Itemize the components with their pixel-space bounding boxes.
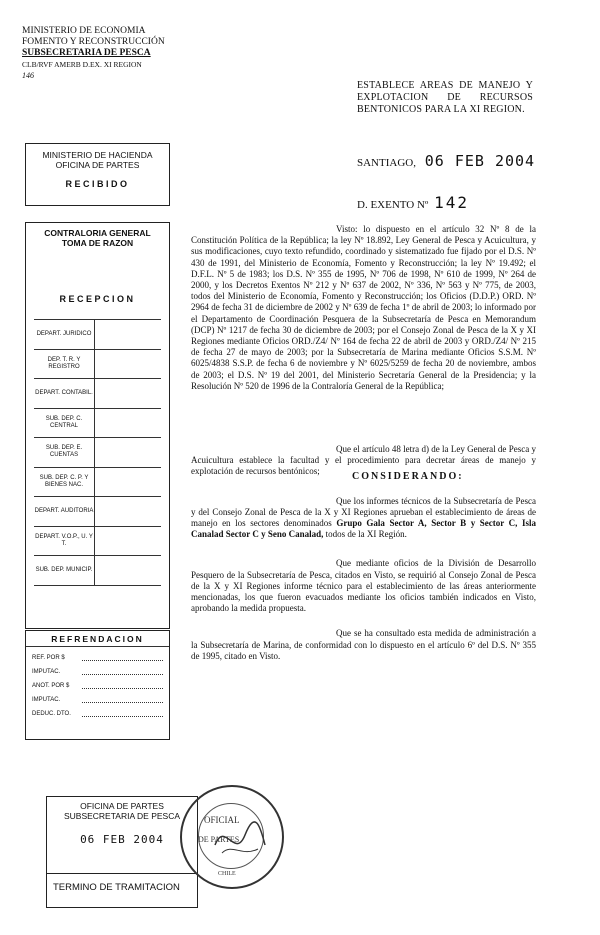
refrendacion-title: REFRENDACION [26, 634, 169, 647]
table-row [34, 319, 161, 349]
row-label: DEPART. V.O.P., U. Y T. [35, 533, 93, 547]
considerando-2-text: Que los informes técnicos de la Subsecretaría de Pesca y del Consejo Zonal de Pesca de la X y XI Regiones aprueban el establecimiento de áreas de manejo en los sectores denominados [191, 495, 536, 529]
row-cell [94, 527, 161, 556]
contraloria-stamp [25, 222, 170, 629]
oficina-partes-stamp [46, 796, 198, 908]
table-row [34, 467, 161, 497]
fill-line [82, 694, 163, 703]
list-item [32, 675, 163, 689]
row-label: SUB. DEP. C. CENTRAL [45, 415, 83, 429]
letterhead [22, 26, 165, 81]
seal-text: OFICIAL [204, 815, 240, 825]
table-row [34, 437, 161, 467]
row-cell [94, 350, 161, 379]
contraloria-rows [34, 319, 161, 586]
row-cell [94, 320, 161, 349]
row-cell [94, 468, 161, 497]
row-cell [94, 409, 161, 438]
considerando-3: Que mediante oficios de la División de Desarrollo Pesquero de la Subsecretaría de Pesca, citados en Visto, se requirió al Consejo Zonal de Pesca de la X y XI Regiones informe técnico para el establecimiento de las áreas anteriormente mencionadas, los que fueron evacuados mediante los oficios también indicados en Visto, aprobando la medida propuesta. [191, 558, 536, 614]
signature-icon [210, 815, 270, 865]
contraloria-line1: CONTRALORIA GENERAL [44, 228, 151, 238]
decree-body [191, 224, 536, 662]
considerando-2-end: todos de la XI Región. [323, 529, 407, 540]
hacienda-line1: MINISTERIO DE HACIENDA [42, 150, 153, 160]
list-item [32, 689, 163, 703]
table-row [34, 408, 161, 438]
final-line1: OFICINA DE PARTES [80, 801, 164, 811]
fill-line [82, 708, 163, 717]
letterhead-reference: CLB/RVF AMERB D.EX. XI REGION [22, 60, 142, 69]
row-label: DEPART. AUDITORIA [34, 507, 94, 514]
table-row [34, 496, 161, 526]
row-cell [94, 497, 161, 526]
row-cell [94, 379, 161, 408]
considerando-4: Que se ha consultado esta medida de administración a la Subsecretaría de Marina, de conformidad con lo dispuesto en el artículo 6º del D.S. Nº 355 de 1995, citado en Visto. [191, 628, 536, 661]
row-cell [94, 438, 161, 467]
row-label: SUB. DEP. C. P. Y BIENES NAC. [39, 474, 89, 488]
list-item [32, 703, 163, 717]
letterhead-subsecretaria: SUBSECRETARIA DE PESCA [22, 48, 151, 58]
refrendacion-label: DEDUC. DTO. [32, 711, 71, 717]
list-item [32, 647, 163, 661]
row-label: DEPART. CONTABIL. [35, 389, 93, 396]
table-row [34, 526, 161, 556]
fill-line [82, 652, 163, 661]
considerando-2 [191, 496, 536, 541]
row-label: DEP. T. R. Y REGISTRO [47, 356, 81, 370]
letterhead-ministry-2: FOMENTO Y RECONSTRUCCIÓN [22, 37, 165, 47]
contraloria-line2: TOMA DE RAZON [61, 238, 134, 248]
decree-title: ESTABLECE AREAS DE MANEJO Y EXPLOTACION DE RECURSOS BENTONICOS PARA LA XI REGION. [357, 80, 533, 115]
fill-line [82, 666, 163, 675]
refrendacion-label: ANOT. POR $ [32, 683, 70, 689]
row-label: DEPART. JURIDICO [36, 330, 92, 337]
exento-label: D. EXENTO Nº [357, 199, 429, 211]
visto-paragraph: Visto: lo dispuesto en el artículo 32 Nº 8 de la Constitución Política de la República; la ley Nº 18.892, Ley General de Pesca y Acuicultura, y sus modificaciones, cuyo texto refundido, coordinado y sistematizado fue fijado por el D.S. Nº 430 de 1991, del Ministerio de Economía, Fomento y Reconstrucción; la ley Nº 19.492; el D.F.L. Nº 5 de 1983; los D.S. Nº 355 de 1995, Nº 706 de 1998, Nº 610 de 1999, Nº 264 de 2000, y los Decretos Exentos Nº 212 y Nº 637 de 2002, Nº 336, Nº 563 y Nº 775, de 2003, todos del Ministerio de Economía, Fomento y Reconstrucción; los Oficios (D.D.P.) ORD. Nº 2964 de fecha 31 de diciembre de 2002 y Nº 639 de fecha 1º de abril de 2003; lo informado por el Departamento de Coordinación Pesquera de la Subsecretaría de Pesca en Memorandum (DCP) Nº 1217 de fecha 30 de diciembre de 2003; por el Consejo Zonal de Pesca de la X y XI Regiones mediante Oficios ORD./Z4/ Nº 164 de fecha 22 de abril de 2003 y ORD./Z4/ Nº 215 de fecha 27 de mayo de 2003; por la Subsecretaría de Marina mediante Oficios S.S.M. Nº 6025/4838 S.S.P. de fecha 6 de noviembre y Nº 6025/5259 de fecha 20 de noviembre, ambos de 2003; el D.S. Nº 19 del 2001, del Ministerio Secretaría General de la Presidencia; y la Resolución Nº 520 de 1996 de la Contraloría General de la República; [191, 224, 536, 391]
place-date [357, 152, 535, 170]
considerando-heading: CONSIDERANDO: [352, 471, 464, 482]
letterhead-number: 146 [22, 71, 34, 80]
table-row [34, 378, 161, 408]
sector-names: Grupo Gala Sector A, Sector B y Sector C, Isla Canalad Sector C y Seno Canalad, [191, 518, 536, 540]
row-label: SUB. DEP. MUNICIP. [35, 566, 93, 573]
row-cell [94, 556, 161, 585]
considerando-1: Que el artículo 48 letra d) de la Ley General de Pesca y Acuicultura establece la facultad y el procedimiento para decretar áreas de manejo y explotación de recursos bentónicos; [191, 444, 536, 477]
table-row [34, 349, 161, 379]
seal-text-2: DE PARTES [198, 835, 240, 844]
refrendacion-label: IMPUTAC. [32, 697, 61, 703]
refrendacion-label: REF. POR $ [32, 655, 65, 661]
exento-number: 142 [434, 193, 469, 212]
hacienda-line2: OFICINA DE PARTES [55, 160, 140, 170]
stamped-date: 06 FEB 2004 [424, 152, 536, 170]
final-line2: SUBSECRETARIA DE PESCA [63, 811, 181, 821]
hacienda-stamp [25, 143, 170, 206]
termino-tramitacion: TERMINO DE TRAMITACION [47, 873, 197, 901]
refrendacion-stamp [25, 630, 170, 740]
list-item [32, 661, 163, 675]
final-date: 06 FEB 2004 [80, 833, 164, 846]
seal-text-3: CHILE [218, 871, 236, 877]
hacienda-recibido: RECIBIDO [65, 179, 130, 189]
table-row [34, 555, 161, 586]
decree-number [357, 193, 469, 212]
contraloria-recepcion: RECEPCION [59, 294, 136, 304]
city: SANTIAGO, [357, 157, 416, 169]
refrendacion-label: IMPUTAC. [32, 669, 61, 675]
row-label: SUB. DEP. E. CUENTAS [45, 445, 83, 459]
letterhead-ministry: MINISTERIO DE ECONOMIA [22, 26, 146, 36]
fill-line [82, 680, 163, 689]
